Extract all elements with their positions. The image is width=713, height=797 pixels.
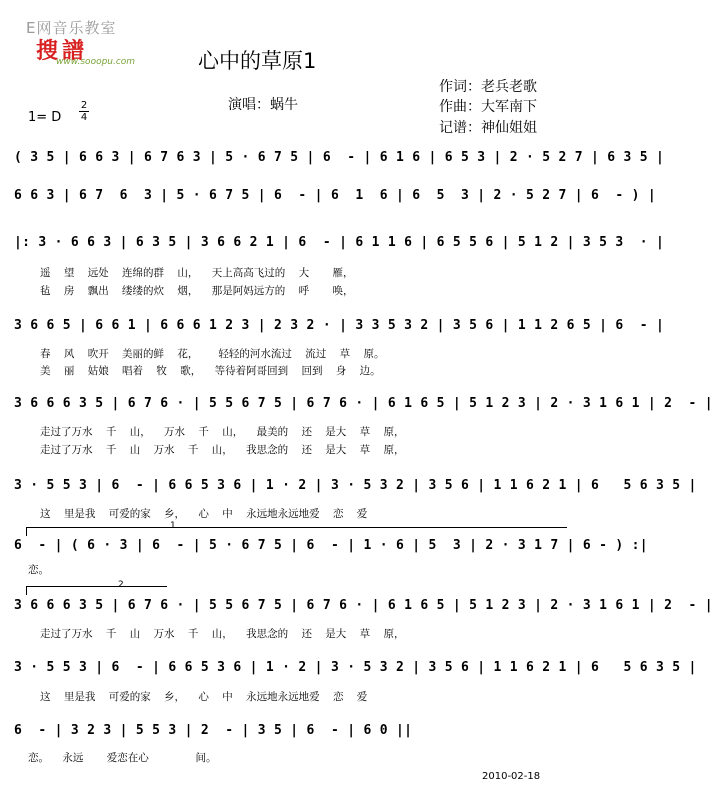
score-row-9: 3 · 5 5 3 | 6 - | 6 6 5 3 6 | 1 · 2 | 3 · 5 3 2 | 3 5 6 | 1 1 6 2 1 | 6 5 6 3 5 | (14, 660, 697, 675)
site-url: www.sooopu.com (56, 57, 136, 67)
lyric-row-10: 恋。 永远 爱恋在心 间。 (28, 752, 217, 764)
score-row-8: 3 6 6 6 3 5 | 6 7 6 · | 5 5 6 7 5 | 6 7 6 · | 6 1 6 5 | 5 1 2 3 | 2 · 3 1 6 1 | 2 - | (14, 598, 713, 613)
lyric-row-5-verse-2: 走过了万水 千 山 万水 千 山， 我思念的 还 是大 草 原， (40, 444, 405, 456)
logo-text: 搜譜 (36, 39, 89, 64)
score-row-10: 6 - | 3 2 3 | 5 5 3 | 2 - | 3 5 | 6 - | 6 0 || (14, 723, 413, 738)
lyric-row-3-verse-1: 遥 望 远处 连绵的群 山， 天上高高飞过的 大 雁， (40, 267, 354, 279)
lyric-row-3-verse-2: 毡 房 飘出 缕缕的炊 烟， 那是阿妈远方的 呼 唤， (40, 285, 354, 297)
time-sig-bottom: 4 (80, 112, 88, 123)
volta-1-label: 1 (170, 521, 176, 531)
score-row-6: 3 · 5 5 3 | 6 - | 6 6 5 3 6 | 1 · 2 | 3 · 5 3 2 | 3 5 6 | 1 1 6 2 1 | 6 5 6 3 5 | (14, 478, 697, 493)
score-row-3: |: 3 · 6 6 3 | 6 3 5 | 3 6 6 2 1 | 6 - | 6 1 1 6 | 6 5 5 6 | 5 1 2 | 3 5 3 · | (14, 235, 665, 250)
singer-credit: 演唱：蜗牛 (228, 97, 298, 113)
time-sig-top: 2 (80, 100, 88, 111)
song-title: 心中的草原1 (198, 49, 317, 73)
lyric-row-4-verse-1: 春 风 吹开 美丽的鲜 花， 轻轻的河水流过 流过 草 原。 (40, 348, 385, 360)
lyric-row-7: 恋。 (28, 564, 49, 576)
lyric-row-5-verse-1: 走过了万水 千 山， 万水 千 山， 最美的 还 是大 草 原， (40, 426, 405, 438)
time-signature (78, 100, 90, 123)
lyric-row-4-verse-2: 美 丽 姑娘 唱着 牧 歌， 等待着阿哥回到 回到 身 边。 (40, 365, 381, 377)
volta-2-bracket (26, 586, 167, 595)
score-row-1: ( 3 5 | 6 6 3 | 6 7 6 3 | 5 · 6 7 5 | 6 - | 6 1 6 | 6 5 3 | 2 · 5 2 7 | 6 3 5 | (14, 150, 665, 165)
score-row-7: 6 - | ( 6 · 3 | 6 - | 5 · 6 7 5 | 6 - | 1 · 6 | 5 3 | 2 · 3 1 7 | 6 - ) :| (14, 538, 648, 553)
lyric-row-8: 走过了万水 千 山 万水 千 山， 我思念的 还 是大 草 原， (40, 628, 405, 640)
lyricist-credit: 作词：老兵老歌 (439, 79, 537, 95)
transcription-date: 2010-02-18 (482, 771, 541, 782)
lyric-row-6: 这 里是我 可爱的家 乡， 心 中 永远地永远地爱 恋 爱 (40, 508, 368, 520)
score-row-4: 3 6 6 5 | 6 6 1 | 6 6 6 1 2 3 | 2 3 2 · | 3 3 5 3 2 | 3 5 6 | 1 1 2 6 5 | 6 - | (14, 318, 665, 333)
lyric-row-9: 这 里是我 可爱的家 乡， 心 中 永远地永远地爱 恋 爱 (40, 691, 368, 703)
site-name: E网音乐教室 (26, 19, 117, 37)
volta-1-bracket (26, 527, 567, 536)
transcriber-credit: 记谱：神仙姐姐 (439, 120, 537, 136)
score-row-5: 3 6 6 6 3 5 | 6 7 6 · | 5 5 6 7 5 | 6 7 6 · | 6 1 6 5 | 5 1 2 3 | 2 · 3 1 6 1 | 2 - | (14, 396, 713, 411)
key-signature: 1= D (28, 110, 62, 125)
composer-credit: 作曲：大军南下 (439, 99, 537, 115)
score-row-2: 6 6 3 | 6 7 6 3 | 5 · 6 7 5 | 6 - | 6 1 6 | 6 5 3 | 2 · 5 2 7 | 6 - ) | (14, 188, 657, 203)
volta-2-label: 2 (118, 580, 124, 590)
